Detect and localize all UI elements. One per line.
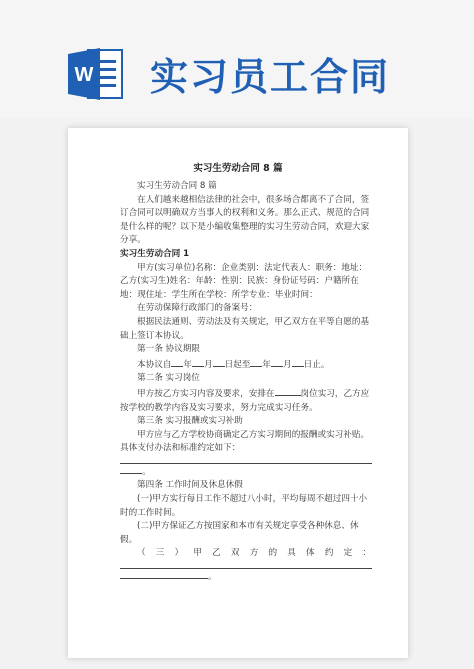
document-page xyxy=(68,128,408,658)
word-document-icon xyxy=(66,44,126,104)
word-icon-letter: W xyxy=(74,64,94,86)
document-title: 实习生劳动合同 8 篇 xyxy=(193,163,283,174)
doc-subtitle-line: 实习生劳动合同 8 篇 xyxy=(137,181,217,191)
registration-line: 在劳动保障行政部门的备案号： xyxy=(137,303,258,314)
blank-line xyxy=(120,456,372,464)
document-body xyxy=(120,180,372,585)
agreement-line: （三）甲乙双方的具体约定： xyxy=(137,548,372,559)
leave-paragraph: (二)甲方保证乙方按国家和本市有关规定享受各种休息、休假。 xyxy=(120,521,359,545)
article-4-heading: 第四条 工作时间及休息休假 xyxy=(137,480,243,491)
blank-field xyxy=(250,357,262,367)
blank-field xyxy=(192,357,204,367)
blank-field xyxy=(271,357,283,367)
intro-paragraph: 在人们越来越相信法律的社会中，很多场合都离不了合同，签订合同可以明确双方当事人的权利和义务。那么正式、规范的合同是什么样的呢？以下是小编收集整理的实习生劳动合同，欢迎大家分享。 xyxy=(120,194,370,246)
blank-field xyxy=(292,357,304,367)
compensation-paragraph: 甲方应与乙方学校协商确定乙方实习期间的报酬或实习补贴。具体支付办法和标准约定如下： xyxy=(120,429,370,454)
article-1-heading: 第一条 协议期限 xyxy=(137,344,200,355)
basis-paragraph: 根据民法通则、劳动法及有关规定，甲乙双方在平等自愿的基础上签订本协议。 xyxy=(120,316,370,341)
blank-line-end: 。 xyxy=(120,464,372,480)
page-title: 实习员工合同 xyxy=(150,54,391,99)
article-3-heading: 第三条 实习报酬或实习补助 xyxy=(137,416,243,427)
article-2-heading: 第二条 实习岗位 xyxy=(137,373,200,384)
blank-field xyxy=(275,386,301,396)
blank-field xyxy=(213,357,225,367)
term-line: 本协议自 年 月 日起至 年 月 日止。 xyxy=(120,357,372,373)
blank-line xyxy=(120,561,372,569)
blank-line-end: 。 xyxy=(120,569,372,585)
blank-field xyxy=(171,357,183,367)
position-paragraph: 甲方按乙方实习内容及要求，安排在 岗位实习，乙方应按学校的教学内容及实习要求，努力完成实习任务。 xyxy=(120,386,372,415)
parties-paragraph: 甲方(实习单位)名称：企业类别：法定代表人：职务：地址：乙方(实习生)姓名：年龄：性别：民族：身份证号码：户籍所在地：现住址：学生所在学校：所学专业：毕业时间： xyxy=(120,262,368,300)
header-banner xyxy=(0,0,474,118)
hours-paragraph: (一)甲方实行每日工作不超过八小时，平均每周不超过四十小时的工作时间。 xyxy=(120,494,368,518)
section-heading: 实习生劳动合同 1 xyxy=(120,248,190,259)
